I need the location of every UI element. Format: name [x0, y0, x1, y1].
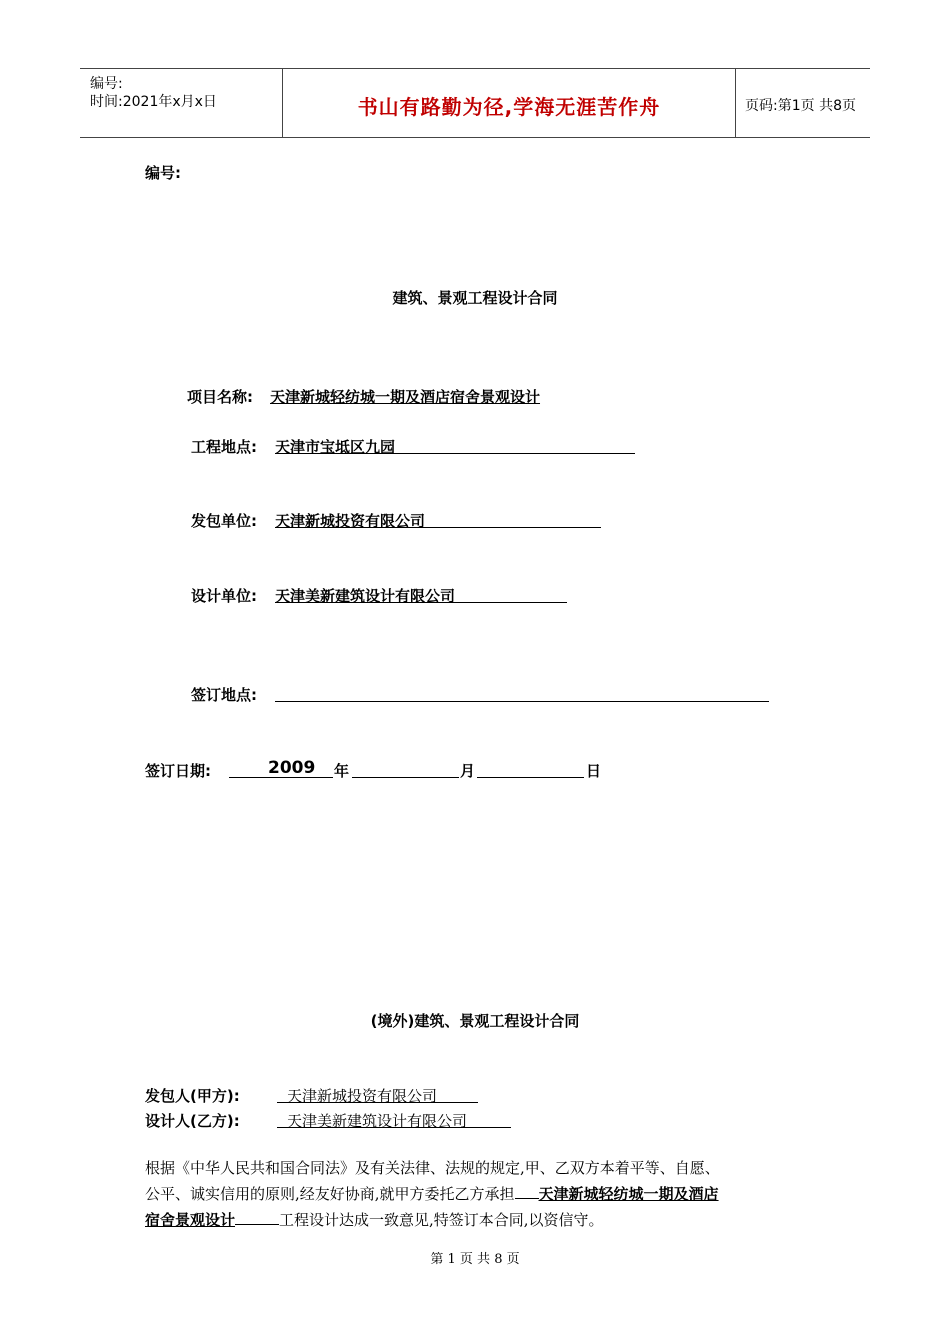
party-a-value: 天津新城投资有限公司: [287, 1087, 438, 1105]
paragraph-project-part-1: 天津新城轻纺城一期及酒店: [538, 1185, 719, 1203]
paragraph-line-1: 根据《中华人民共和国合同法》及有关法律、法规的规定,甲、乙双方本着平等、自愿、: [145, 1159, 720, 1177]
paragraph-blank-1: [515, 1182, 539, 1199]
header-code-label: 编号:: [90, 76, 123, 92]
designer-value: 天津美新建筑设计有限公司: [275, 587, 456, 605]
employer-underline: [275, 527, 601, 528]
site-value: 天津市宝坻区九园: [275, 438, 396, 456]
header-time-label: 时间:2021年x月x日: [90, 94, 217, 110]
sign-date-month-underline: [352, 777, 459, 778]
header-motto: 书山有路勤为径,学海无涯苦作舟: [357, 95, 661, 119]
designer-label: 设计单位:: [191, 587, 257, 605]
agreement-paragraph: [145, 1155, 815, 1233]
sign-date-day-unit: 日: [586, 762, 602, 780]
sign-date-month-unit: 月: [460, 762, 476, 780]
employer-label: 发包单位:: [191, 512, 257, 530]
paragraph-blank-2: [235, 1208, 279, 1225]
doc-number-label: 编号:: [145, 164, 181, 182]
site-label: 工程地点:: [191, 438, 257, 456]
header-page-label: 页码:第1页 共8页: [745, 98, 856, 114]
party-b-value: 天津美新建筑设计有限公司: [287, 1112, 468, 1130]
project-name-value: 天津新城轻纺城一期及酒店宿舍景观设计: [270, 388, 541, 406]
header-page-cell: [735, 69, 870, 137]
employer-value: 天津新城投资有限公司: [275, 512, 426, 530]
page-header: [80, 68, 870, 138]
sign-date-label: 签订日期:: [145, 762, 211, 780]
party-a-label: 发包人(甲方):: [145, 1087, 240, 1105]
header-left-cell: [80, 69, 282, 137]
sign-place-label: 签订地点:: [191, 686, 257, 704]
paragraph-line-3-text: 工程设计达成一致意见,特签订本合同,以资信守。: [279, 1211, 604, 1229]
paragraph-line-2: [145, 1181, 815, 1207]
sign-date-year: 2009: [268, 758, 316, 778]
page-footer: 第 1 页 共 8 页: [430, 1252, 520, 1267]
party-b-label: 设计人(乙方):: [145, 1112, 240, 1130]
paragraph-line-3: [145, 1207, 815, 1233]
section-title: (境外)建筑、景观工程设计合同: [370, 1012, 580, 1030]
header-motto-cell: [282, 69, 736, 137]
site-underline: [275, 453, 635, 454]
sign-date-year-unit: 年: [334, 762, 350, 780]
sign-place-underline: [275, 701, 769, 702]
paragraph-line-2-text: 公平、诚实信用的原则,经友好协商,就甲方委托乙方承担: [145, 1185, 515, 1203]
party-a-underline: [277, 1102, 478, 1103]
party-b-underline: [277, 1127, 511, 1128]
designer-underline: [275, 602, 567, 603]
project-name-label: 项目名称:: [187, 388, 253, 406]
contract-title: 建筑、景观工程设计合同: [392, 289, 558, 307]
paragraph-project-part-2: 宿舍景观设计: [145, 1211, 236, 1229]
sign-date-day-underline: [477, 777, 584, 778]
